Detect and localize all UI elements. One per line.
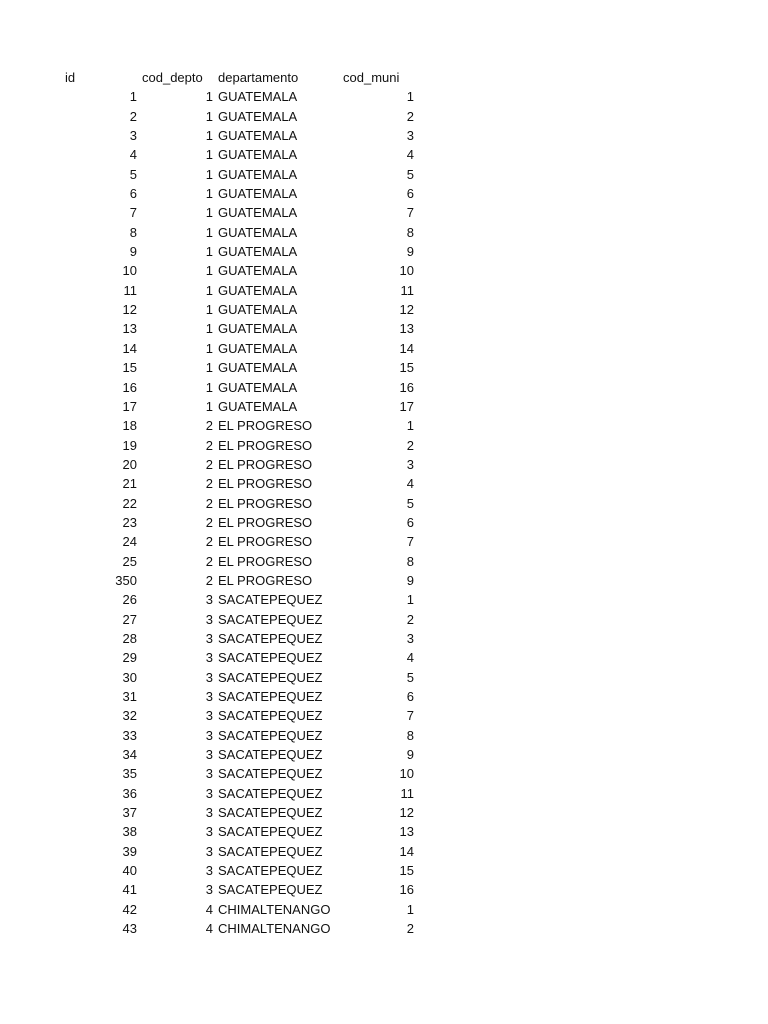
cell-id[interactable]: 13 bbox=[122, 321, 137, 337]
cell-cod-muni[interactable]: 16 bbox=[399, 882, 414, 898]
header-departamento[interactable]: departamento bbox=[218, 70, 299, 85]
cell-departamento[interactable]: SACATEPEQUEZ bbox=[218, 708, 323, 724]
cell-cod-muni[interactable]: 4 bbox=[406, 476, 414, 492]
cell-departamento[interactable]: CHIMALTENANGO bbox=[218, 901, 331, 917]
table-row bbox=[0, 900, 768, 919]
cell-departamento[interactable]: GUATEMALA bbox=[218, 147, 298, 163]
cell-cod-depto[interactable]: 1 bbox=[205, 166, 213, 182]
table-body bbox=[0, 87, 768, 938]
table-row bbox=[0, 803, 768, 822]
spreadsheet-table bbox=[0, 68, 768, 938]
table-row bbox=[0, 764, 768, 783]
cell-cod-muni[interactable]: 4 bbox=[406, 650, 414, 666]
cell-id[interactable]: 5 bbox=[129, 166, 137, 182]
cell-cod-depto[interactable]: 1 bbox=[205, 379, 213, 395]
cell-cod-muni[interactable]: 8 bbox=[406, 553, 414, 569]
cell-cod-muni[interactable]: 1 bbox=[406, 418, 414, 434]
table-row bbox=[0, 300, 768, 319]
cell-cod-muni[interactable]: 2 bbox=[406, 108, 414, 124]
cell-id[interactable]: 3 bbox=[129, 128, 137, 144]
table-row bbox=[0, 842, 768, 861]
cell-id[interactable]: 15 bbox=[122, 360, 137, 376]
cell-cod-muni[interactable]: 15 bbox=[399, 360, 414, 376]
table-row bbox=[0, 145, 768, 164]
cell-departamento[interactable]: SACATEPEQUEZ bbox=[218, 611, 323, 627]
cell-cod-depto[interactable]: 3 bbox=[205, 630, 213, 646]
table-row bbox=[0, 126, 768, 145]
cell-departamento[interactable]: EL PROGRESO bbox=[218, 495, 313, 511]
table-row bbox=[0, 87, 768, 106]
table-row bbox=[0, 784, 768, 803]
cell-cod-muni[interactable]: 11 bbox=[400, 282, 414, 298]
cell-cod-depto[interactable]: 1 bbox=[205, 263, 213, 279]
table-row bbox=[0, 281, 768, 300]
cell-id[interactable]: 28 bbox=[122, 630, 137, 646]
cell-cod-muni[interactable]: 4 bbox=[406, 147, 414, 163]
cell-departamento[interactable]: GUATEMALA bbox=[218, 379, 298, 395]
cell-id[interactable]: 29 bbox=[122, 650, 137, 666]
cell-departamento[interactable]: GUATEMALA bbox=[218, 282, 298, 298]
cell-departamento[interactable]: SACATEPEQUEZ bbox=[218, 805, 323, 821]
table-row bbox=[0, 687, 768, 706]
table-row bbox=[0, 552, 768, 571]
cell-cod-muni[interactable]: 5 bbox=[406, 166, 414, 182]
cell-cod-depto[interactable]: 1 bbox=[205, 224, 213, 240]
cell-cod-depto[interactable]: 3 bbox=[205, 766, 213, 782]
cell-departamento[interactable]: SACATEPEQUEZ bbox=[218, 824, 323, 840]
cell-cod-muni[interactable]: 7 bbox=[406, 205, 414, 221]
cell-cod-muni[interactable]: 8 bbox=[406, 727, 414, 743]
cell-cod-depto[interactable]: 3 bbox=[205, 708, 213, 724]
cell-cod-depto[interactable]: 2 bbox=[205, 495, 213, 511]
table-row bbox=[0, 339, 768, 358]
table-row bbox=[0, 513, 768, 532]
table-row bbox=[0, 726, 768, 745]
cell-id[interactable]: 7 bbox=[129, 205, 137, 221]
cell-id[interactable]: 16 bbox=[122, 379, 137, 395]
cell-id[interactable]: 17 bbox=[122, 398, 137, 414]
cell-cod-depto[interactable]: 3 bbox=[205, 689, 213, 704]
cell-cod-depto[interactable]: 1 bbox=[205, 321, 213, 337]
cell-cod-muni[interactable]: 17 bbox=[399, 398, 414, 414]
cell-departamento[interactable]: GUATEMALA bbox=[218, 302, 298, 318]
cell-cod-muni[interactable]: 3 bbox=[406, 456, 414, 472]
cell-departamento[interactable]: GUATEMALA bbox=[218, 340, 298, 356]
cell-cod-muni[interactable]: 11 bbox=[400, 785, 414, 801]
cell-id[interactable]: 30 bbox=[122, 669, 137, 685]
table-row bbox=[0, 436, 768, 455]
cell-cod-depto[interactable]: 1 bbox=[205, 282, 213, 298]
cell-id[interactable]: 9 bbox=[129, 244, 137, 260]
cell-cod-depto[interactable]: 1 bbox=[205, 108, 213, 124]
table-row bbox=[0, 880, 768, 899]
cell-cod-depto[interactable]: 3 bbox=[205, 747, 213, 763]
table-row bbox=[0, 861, 768, 880]
cell-departamento[interactable]: GUATEMALA bbox=[218, 108, 298, 124]
table-row bbox=[0, 358, 768, 377]
cell-cod-muni[interactable]: 3 bbox=[406, 128, 414, 144]
cell-cod-depto[interactable]: 4 bbox=[205, 901, 213, 917]
cell-departamento[interactable]: GUATEMALA bbox=[218, 89, 298, 105]
cell-departamento[interactable]: EL PROGRESO bbox=[218, 534, 313, 550]
cell-id[interactable]: 20 bbox=[122, 456, 137, 472]
header-cod-depto[interactable]: cod_depto bbox=[142, 70, 203, 85]
cell-cod-depto[interactable]: 1 bbox=[205, 302, 213, 318]
table-row bbox=[0, 165, 768, 184]
cell-cod-depto[interactable]: 2 bbox=[205, 418, 213, 434]
cell-departamento[interactable]: SACATEPEQUEZ bbox=[218, 863, 323, 879]
cell-cod-muni[interactable]: 8 bbox=[406, 224, 414, 240]
cell-id[interactable]: 8 bbox=[129, 224, 137, 240]
cell-departamento[interactable]: GUATEMALA bbox=[218, 321, 298, 337]
header-row bbox=[0, 68, 768, 87]
cell-id[interactable]: 22 bbox=[122, 495, 137, 511]
cell-cod-muni[interactable]: 5 bbox=[406, 495, 414, 511]
cell-departamento[interactable]: EL PROGRESO bbox=[218, 476, 313, 492]
cell-id[interactable]: 21 bbox=[122, 476, 137, 492]
cell-cod-muni[interactable]: 7 bbox=[406, 708, 414, 724]
cell-departamento[interactable]: SACATEPEQUEZ bbox=[218, 689, 323, 704]
cell-id[interactable]: 350 bbox=[115, 572, 137, 588]
cell-cod-depto[interactable]: 1 bbox=[205, 147, 213, 163]
cell-departamento[interactable]: SACATEPEQUEZ bbox=[218, 882, 323, 898]
table-row bbox=[0, 261, 768, 280]
table-row bbox=[0, 668, 768, 687]
cell-cod-depto[interactable]: 1 bbox=[205, 186, 213, 202]
table-row bbox=[0, 319, 768, 338]
cell-cod-muni[interactable]: 9 bbox=[406, 572, 414, 588]
cell-departamento[interactable]: CHIMALTENANGO bbox=[218, 921, 331, 937]
cell-id[interactable]: 42 bbox=[122, 901, 137, 917]
cell-departamento[interactable]: SACATEPEQUEZ bbox=[218, 785, 323, 801]
table-row bbox=[0, 455, 768, 474]
cell-departamento[interactable]: SACATEPEQUEZ bbox=[218, 843, 323, 859]
cell-departamento[interactable]: GUATEMALA bbox=[218, 186, 298, 202]
cell-id[interactable]: 37 bbox=[122, 805, 137, 821]
cell-cod-depto[interactable]: 3 bbox=[205, 863, 213, 879]
cell-departamento[interactable]: SACATEPEQUEZ bbox=[218, 630, 323, 646]
cell-id[interactable]: 39 bbox=[122, 843, 137, 859]
cell-departamento[interactable]: GUATEMALA bbox=[218, 244, 298, 260]
table-row bbox=[0, 107, 768, 126]
table-row bbox=[0, 474, 768, 493]
table-row bbox=[0, 184, 768, 203]
cell-cod-depto[interactable]: 2 bbox=[205, 456, 213, 472]
cell-cod-muni[interactable]: 9 bbox=[406, 244, 414, 260]
cell-departamento[interactable]: GUATEMALA bbox=[218, 128, 298, 144]
cell-cod-muni[interactable]: 6 bbox=[406, 514, 414, 530]
cell-cod-depto[interactable]: 2 bbox=[205, 572, 213, 588]
cell-id[interactable]: 11 bbox=[123, 282, 137, 298]
cell-cod-muni[interactable]: 1 bbox=[406, 89, 414, 105]
cell-cod-muni[interactable]: 14 bbox=[399, 340, 414, 356]
cell-id[interactable]: 10 bbox=[122, 263, 137, 279]
cell-id[interactable]: 33 bbox=[122, 727, 137, 743]
cell-departamento[interactable]: GUATEMALA bbox=[218, 224, 298, 240]
cell-cod-depto[interactable]: 3 bbox=[205, 669, 213, 685]
cell-departamento[interactable]: SACATEPEQUEZ bbox=[218, 766, 323, 782]
cell-cod-depto[interactable]: 2 bbox=[205, 534, 213, 550]
table-row bbox=[0, 223, 768, 242]
cell-id[interactable]: 41 bbox=[122, 882, 137, 898]
cell-cod-depto[interactable]: 1 bbox=[205, 398, 213, 414]
cell-cod-muni[interactable]: 2 bbox=[406, 611, 414, 627]
header-cod-muni[interactable]: cod_muni bbox=[343, 70, 400, 85]
table-row bbox=[0, 242, 768, 261]
cell-cod-muni[interactable]: 6 bbox=[406, 186, 414, 202]
cell-cod-muni[interactable]: 10 bbox=[399, 766, 414, 782]
cell-departamento[interactable]: SACATEPEQUEZ bbox=[218, 650, 323, 666]
cell-id[interactable]: 1 bbox=[129, 89, 137, 105]
cell-cod-muni[interactable]: 7 bbox=[406, 534, 414, 550]
cell-departamento[interactable]: GUATEMALA bbox=[218, 398, 298, 414]
table-row bbox=[0, 590, 768, 609]
cell-departamento[interactable]: SACATEPEQUEZ bbox=[218, 592, 323, 608]
cell-id[interactable]: 4 bbox=[129, 147, 137, 163]
cell-cod-muni[interactable]: 10 bbox=[399, 263, 414, 279]
cell-cod-depto[interactable]: 2 bbox=[205, 553, 213, 569]
cell-departamento[interactable]: GUATEMALA bbox=[218, 360, 298, 376]
cell-cod-muni[interactable]: 2 bbox=[406, 921, 414, 937]
cell-departamento[interactable]: SACATEPEQUEZ bbox=[218, 727, 323, 743]
cell-cod-depto[interactable]: 2 bbox=[205, 437, 213, 453]
cell-departamento[interactable]: SACATEPEQUEZ bbox=[218, 747, 323, 763]
cell-departamento[interactable]: EL PROGRESO bbox=[218, 437, 313, 453]
cell-id[interactable]: 34 bbox=[122, 747, 137, 763]
cell-cod-muni[interactable]: 12 bbox=[399, 302, 414, 318]
cell-id[interactable]: 31 bbox=[122, 689, 137, 704]
cell-cod-depto[interactable]: 3 bbox=[205, 611, 213, 627]
cell-departamento[interactable]: GUATEMALA bbox=[218, 166, 298, 182]
cell-id[interactable]: 2 bbox=[129, 108, 137, 124]
table-row bbox=[0, 919, 768, 938]
cell-cod-depto[interactable]: 2 bbox=[205, 514, 213, 530]
cell-cod-depto[interactable]: 1 bbox=[205, 244, 213, 260]
cell-cod-muni[interactable]: 2 bbox=[406, 437, 414, 453]
cell-cod-muni[interactable]: 1 bbox=[406, 592, 414, 608]
cell-id[interactable]: 36 bbox=[122, 785, 137, 801]
cell-cod-depto[interactable]: 3 bbox=[205, 824, 213, 840]
cell-cod-muni[interactable]: 13 bbox=[399, 824, 414, 840]
table-row bbox=[0, 397, 768, 416]
cell-cod-muni[interactable]: 5 bbox=[406, 669, 414, 685]
cell-id[interactable]: 38 bbox=[122, 824, 137, 840]
table-row bbox=[0, 532, 768, 551]
cell-id[interactable]: 18 bbox=[122, 418, 137, 434]
cell-cod-muni[interactable]: 15 bbox=[399, 863, 414, 879]
cell-cod-muni[interactable]: 6 bbox=[406, 689, 414, 704]
cell-departamento[interactable]: EL PROGRESO bbox=[218, 418, 313, 434]
table-row bbox=[0, 629, 768, 648]
cell-cod-depto[interactable]: 1 bbox=[205, 89, 213, 105]
cell-id[interactable]: 35 bbox=[122, 766, 137, 782]
cell-id[interactable]: 26 bbox=[122, 592, 137, 608]
cell-id[interactable]: 40 bbox=[122, 863, 137, 879]
cell-departamento[interactable]: SACATEPEQUEZ bbox=[218, 669, 323, 685]
table-row bbox=[0, 822, 768, 841]
cell-cod-depto[interactable]: 3 bbox=[205, 727, 213, 743]
cell-cod-muni[interactable]: 14 bbox=[399, 843, 414, 859]
cell-departamento[interactable]: EL PROGRESO bbox=[218, 514, 313, 530]
table-row bbox=[0, 203, 768, 222]
cell-cod-depto[interactable]: 3 bbox=[205, 882, 213, 898]
cell-cod-muni[interactable]: 16 bbox=[399, 379, 414, 395]
cell-cod-depto[interactable]: 1 bbox=[205, 340, 213, 356]
table-row bbox=[0, 745, 768, 764]
cell-cod-depto[interactable]: 1 bbox=[205, 128, 213, 144]
table-row bbox=[0, 706, 768, 725]
cell-departamento[interactable]: EL PROGRESO bbox=[218, 572, 313, 588]
cell-id[interactable]: 25 bbox=[122, 553, 137, 569]
table-row bbox=[0, 648, 768, 667]
cell-cod-depto[interactable]: 4 bbox=[205, 921, 213, 937]
cell-id[interactable]: 19 bbox=[122, 437, 137, 453]
table-row bbox=[0, 378, 768, 397]
cell-id[interactable]: 12 bbox=[122, 302, 137, 318]
cell-cod-depto[interactable]: 3 bbox=[205, 805, 213, 821]
cell-id[interactable]: 32 bbox=[122, 708, 137, 724]
cell-cod-depto[interactable]: 3 bbox=[205, 785, 213, 801]
table-row bbox=[0, 494, 768, 513]
cell-departamento[interactable]: GUATEMALA bbox=[218, 205, 298, 221]
header-id[interactable]: id bbox=[65, 70, 76, 85]
table-row bbox=[0, 610, 768, 629]
cell-departamento[interactable]: EL PROGRESO bbox=[218, 553, 313, 569]
cell-cod-depto[interactable]: 3 bbox=[205, 592, 213, 608]
cell-id[interactable]: 43 bbox=[122, 921, 137, 937]
cell-departamento[interactable]: GUATEMALA bbox=[218, 263, 298, 279]
cell-cod-depto[interactable]: 1 bbox=[205, 360, 213, 376]
cell-cod-depto[interactable]: 2 bbox=[205, 476, 213, 492]
cell-cod-muni[interactable]: 12 bbox=[399, 805, 414, 821]
cell-cod-depto[interactable]: 3 bbox=[205, 843, 213, 859]
cell-cod-depto[interactable]: 1 bbox=[205, 205, 213, 221]
table-row bbox=[0, 571, 768, 590]
cell-id[interactable]: 27 bbox=[122, 611, 137, 627]
cell-id[interactable]: 14 bbox=[122, 340, 137, 356]
cell-id[interactable]: 23 bbox=[122, 514, 137, 530]
cell-cod-muni[interactable]: 1 bbox=[406, 901, 414, 917]
cell-departamento[interactable]: EL PROGRESO bbox=[218, 456, 313, 472]
table-row bbox=[0, 416, 768, 435]
cell-cod-muni[interactable]: 3 bbox=[406, 630, 414, 646]
cell-id[interactable]: 24 bbox=[122, 534, 137, 550]
cell-cod-depto[interactable]: 3 bbox=[205, 650, 213, 666]
cell-id[interactable]: 6 bbox=[129, 186, 137, 202]
cell-cod-muni[interactable]: 13 bbox=[399, 321, 414, 337]
cell-cod-muni[interactable]: 9 bbox=[406, 747, 414, 763]
